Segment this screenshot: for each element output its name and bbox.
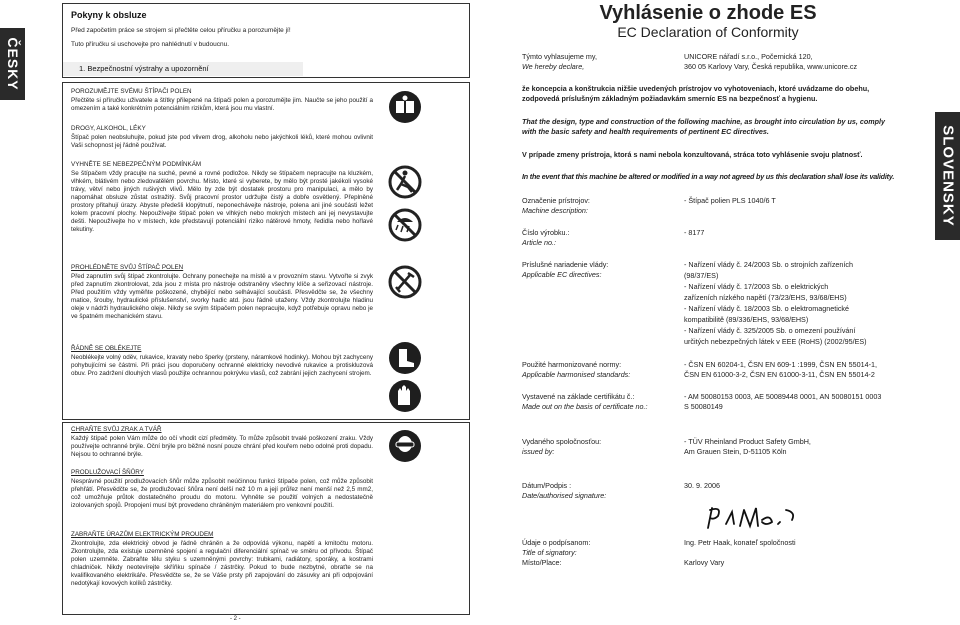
concept-sk-1: že koncepcia a konštrukcia nižšie uvedených prístrojov vo vyhotoveniach, ktoré uvádzame do obehu, [522,84,870,93]
eye-protection-icon [388,429,422,463]
safety-section-text: Nesprávné použití prodlužovacích šňůr může způsobit neúčinnou funkci štípače polen, což může způsobit přehřátí. Přesvědčte se, že prodlužovací šňůra není delší než 10 m a její průřez není menší než 2,5 mm2, což umožňuje průtok dostatečného proudu do motoru. Vyhněte se použití volných a nedostatečně izolovaných spojů. Propojení musí být provedeno chráněným materiálem pro venkovní použití. [71,478,373,509]
instructions-line1: Před započetím práce se strojem si přečtěte celou příručku a porozumějte jí! [71,27,291,34]
certificate-label-en: Made out on the basis of certificate no.: [522,402,648,411]
place-value: Karlovy Vary [684,558,725,567]
article-number-label-sk: Číslo výrobku.: [522,228,570,237]
read-manual-icon [388,90,422,124]
directive-line: (98/37/ES) [684,271,719,280]
we-declare-sk: Týmto vyhlasujeme my, [522,52,597,61]
date-signature-label-sk: Dátum/Podpis : [522,481,572,490]
safety-section [71,345,373,378]
machine-description-label-en: Machine description: [522,206,588,215]
slippery-surface-icon [388,165,422,199]
safety-section-text: Před zapnutím svůj štípač zkontrolujte. Ochrany ponechejte na místě a v provozním stavu. Vytvořte si zvyk před zapnutím zkontrolovat, zda jsou z místa pro nástroje odstraněny všechny klíče a seřizovací nástroje. Před použitím vždy vyměňte poškozené, chybějící nebo selhávající součásti. Přesvědčte se, že všechny matice, šrouby, hydraulické příslušenství, svorky hadic atd. jsou řádně utaženy. Vždy zkontrolujte hladinu oleje v nádrži hydraulického oleje. Nikdy se svým štípačem polen nepracujte, když potřebuje opravu nebo je ve špatném mechanickém stavu. [71,273,373,320]
safety-section [71,264,373,321]
safety-section-heading: VYHNĚTE SE NEBEZPEČNÝM PODMÍNKÁM [71,161,202,168]
safety-section-text: Se štípačem vždy pracujte na suché, pevné a rovné podložce. Nikdy se štípačem nepracujte na kluzkém, vlhkém, blátivém nebo zledovatělém povrchu. Místo, které si vyberete, by mělo být prosté jakékoli vysoké trávy, větví nebo jiných rušivých vlivů. Mělo by zde být dostatek prostoru pro manipulaci, a mělo by napomáhat obsluze zůstat ostražitý. Svůj pracovní prostor udržujte čistý a dobře osvětlený. Přeplněné prostory přitahují úrazy. Abyste předešli klopýtnutí, neponechávejte nástroje, polena ani jiné součásti ležet kolem pracovní plochy. Nepoužívejte štípač polen ve vlhkých nebo mokrých místech ani jej nevystavujte dešti. Nepoužívejte ho v místech, kde představují potenciální riziko nátěrové hmoty, ředidla nebo hořlavé tekutiny. [71,170,373,233]
concept-sk-2: zodpovedá príslušným základným požiadavkám smerníc ES na bezpečnosť a hygienu. [522,94,818,103]
directive-line: zařízeních nízkého napětí (73/23/EHS, 93/68/EHS) [684,293,847,302]
company-line2: 360 05 Karlovy Vary, Česká republika, www.unicore.cz [684,62,858,71]
safety-section-heading: ŘÁDNĚ SE OBLÉKEJTE [71,345,142,352]
safety-box-1 [62,82,470,420]
section-heading: 1. Bezpečnostní výstrahy a upozornění [79,64,209,73]
issued-by-value-1: - TÜV Rheinland Product Safety GmbH, [684,437,811,446]
standards-label-sk: Použité harmonizované normy: [522,360,622,369]
language-tab-slovak [935,112,960,240]
safety-section-text: Přečtěte si příručku uživatele a štítky přilepené na štípači polen a porozumějte jim. Naučte se jeho použití a omezením a také konkrétním potenciálním rizikům, která jsou mu vlastní. [71,97,373,112]
company-line1: UNICORE nářadí s.r.o., Počernická 120, [684,52,813,61]
directives-label-en: Applicable EC directives: [522,270,602,279]
language-tab-czech [0,28,25,100]
date-value: 30. 9. 2006 [684,481,720,490]
date-signature-label-en: Date/authorised signature: [522,491,607,500]
signatory-value: Ing. Petr Haak, konateľ spoločnosti [684,538,796,547]
signatory-label-sk: Údaje o podpísanom: [522,538,591,547]
handwritten-signature [700,500,820,534]
safety-section-heading: PRODLUŽOVACÍ ŠŇŮRY [71,469,144,476]
safety-section-text: Každý štípač polen Vám může do očí vhodit cizí předměty. To může způsobit trvalé poškození zraku. Vždy používejte ochranné brýle. Oční brýle pro běžné nosní pouze chrání před kouřem nebo odolné proti dopadu. Nejsou to ochranné brýle. [71,435,373,458]
safety-section-heading: PROHLÉDNĚTE SVŮJ ŠTÍPAČ POLEN [71,264,184,271]
no-tools-left-icon [388,265,422,299]
concept-en-2: with the basic safety and health requirements of pertinent EC directives. [522,127,769,136]
change-sk: V prípade zmeny prístroja, ktorá s nami nebola konzultovaná, stráca toto vyhlásenie svoju platnosť. [522,150,863,159]
safety-section [71,531,373,588]
directive-line: určitých nebezpečných látek v EEE (RoHS) (2002/95/ES) [684,337,867,346]
directive-line: - Nařízení vlády č. 18/2003 Sb. o elektromagnetické [684,304,850,313]
safety-section-text: Neoblékejte volný oděv, rukavice, kravaty nebo šperky (prsteny, náramkové hodinky). Mohou být zachyceny pohybujícími se částmi. Při práci jsou doporučeny ochranné elektricky nevodivé rukavice a protiskluzová obuv. Pro zadržení dlouhých vlasů použijte ochrannou pokrývku vlasů, což zabrání jejich zachycení strojem. [71,354,373,377]
signatory-title-label: Title of signatory: [522,548,577,557]
we-declare-en: We hereby declare, [522,62,585,71]
certificate-value-1: - AM 50080153 0003, AE 50089448 0001, AN 50080151 0003 [684,392,882,401]
standards-value-1: - ČSN EN 60204-1, ČSN EN 609-1 :1999, ČSN EN 55014-1, [684,360,877,369]
safety-section [71,426,373,459]
directive-line: - Nařízení vlády č. 17/2003 Sb. o elektrických [684,282,829,291]
instructions-header [62,3,470,78]
directives-label-sk: Príslušné nariadenie vlády: [522,260,609,269]
machine-description-value: - Štípač polien PLS 1040/6 T [684,196,776,205]
no-wet-conditions-icon [388,208,422,242]
directive-line: kompatibilitě (89/336/EHS, 93/68/EHS) [684,315,809,324]
safety-box-2 [62,422,470,615]
concept-en-1: That the design, type and construction of the following machine, as brought into circulation by us, comply [522,117,885,126]
safety-section [71,469,373,510]
page-number: - 2 - [230,616,241,622]
issued-by-label-sk: Vydaného spoločnosťou: [522,437,602,446]
safety-section-heading: POROZUMĚJTE SVÉMU ŠTÍPAČI POLEN [71,88,192,95]
declaration-subtitle: EC Declaration of Conformity [617,24,799,40]
language-tab-slovak-label: SLOVENSKY [939,125,956,227]
article-number-label-en: Article no.: [522,238,556,247]
certificate-value-2: S 50080149 [684,402,723,411]
machine-description-label-sk: Označenie prístrojov: [522,196,590,205]
language-tab-czech-label: ČESKY [4,37,21,91]
instructions-line2: Tuto příručku si uschovejte pro nahlédnutí v budoucnu. [71,41,230,48]
directive-line: - Nařízení vlády č. 325/2005 Sb. o omezení používání [684,326,856,335]
safety-section [71,88,373,113]
safety-boots-icon [388,341,422,375]
standards-label-en: Applicable harmonised standards: [522,370,631,379]
safety-section [71,161,373,234]
certificate-label-sk: Vystavené na základe certifikátu č.: [522,392,635,401]
change-en: In the event that this machine be altered or modified in a way not agreed by us this declaration shall lose its validity. [522,172,895,181]
instructions-title: Pokyny k obsluze [71,10,147,20]
protective-gloves-icon [388,379,422,413]
declaration-title: Vyhlásenie o zhode ES [599,2,817,24]
safety-section-text: Zkontrolujte, zda elektrický obvod je řádně chráněn a že odpovídá výkonu, napětí a kmitočtu motoru. Zkontrolujte, zda existuje uzemněné spojení a regulační diferenciální spínač ve směru od přívodu. Štípač polen uzemněte. Zabraňte tělu styku s uzemněnými povrchy: trubkami, radiátory, sporáky, a kostrami chladniček. Nikdy neotevírejte skříňku spínače / zástrčky. Pokud to bude nezbytné, obraťte se na kvalifikovaného elektrikáře. Přesvědčte se, že se Váše prsty při zapojování do zásuvky ani při odpojování nedotýkají kovových kolíků zástrčky. [71,540,373,587]
place-label: Místo/Place: [522,558,562,567]
section-heading-bar [63,62,303,76]
safety-section-text: Štípač polen neobsluhujte, pokud jste pod vlivem drog, alkoholu nebo jakýchkoli léků, které mohou ovlivnit Vaši schopnost jej řádně používat. [71,134,373,149]
safety-section [71,125,373,150]
directive-line: - Nařízení vlády č. 24/2003 Sb. o strojních zařízeních [684,260,853,269]
issued-by-label-en: issued by: [522,447,555,456]
safety-section-heading: DROGY, ALKOHOL, LÉKY [71,125,146,132]
safety-section-heading: CHRAŇTE SVŮJ ZRAK A TVÁŘ [71,426,162,433]
article-number-value: - 8177 [684,228,705,237]
safety-section-heading: ZABRAŇTE ÚRAZŮM ELEKTRICKÝM PROUDEM [71,531,214,538]
standards-value-2: ČSN EN 61000-3-2, ČSN EN 61000-3-11, ČSN EN 55014-2 [684,370,875,379]
issued-by-value-2: Am Grauen Stein, D-51105 Köln [684,447,787,456]
